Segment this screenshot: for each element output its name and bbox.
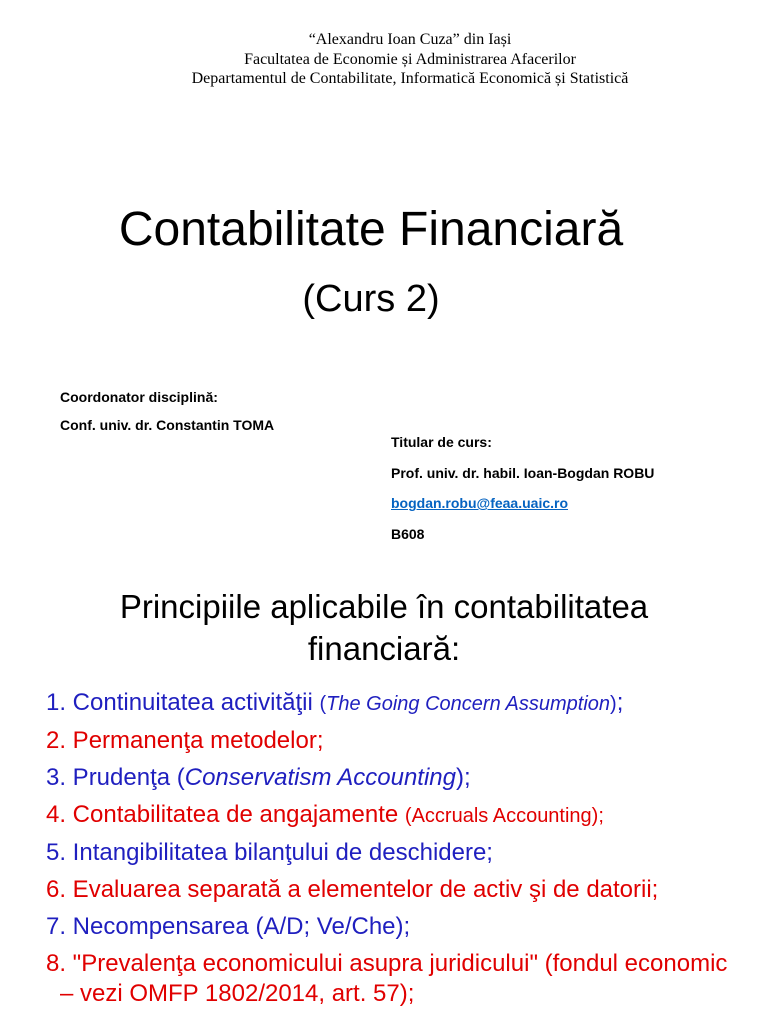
list-item-text: 6. Evaluarea separată a elementelor de activ şi de datorii; xyxy=(46,876,659,903)
list-item xyxy=(46,912,746,942)
list-item-note-italic: Conservatism Accounting xyxy=(184,764,456,791)
list-item-note: ( xyxy=(319,693,327,715)
list-item xyxy=(46,688,746,719)
titular-name: Prof. univ. dr. habil. Ioan-Bogdan ROBU xyxy=(391,464,655,481)
course-subtitle: (Curs 2) xyxy=(302,278,440,320)
list-item xyxy=(46,949,746,1009)
list-item xyxy=(46,875,746,905)
list-item-note-end: ) xyxy=(610,693,617,715)
list-item-text: 8. "Prevalenţa economicului asupra juridicului" (fondul economic – vezi OMFP 1802/2014, art. 57); xyxy=(46,950,728,1007)
list-item xyxy=(46,838,746,868)
principles-list xyxy=(46,688,746,1016)
list-item xyxy=(46,763,746,793)
university-name: “Alexandru Ioan Cuza” din Iași xyxy=(308,31,512,48)
room-number: B608 xyxy=(391,525,425,542)
list-item-text: 4. Contabilitatea de angajamente xyxy=(46,801,405,828)
list-item-end: ; xyxy=(616,689,624,716)
list-item-text: 2. Permanenţa metodelor; xyxy=(46,727,324,754)
email-link[interactable]: bogdan.robu@feaa.uaic.ro xyxy=(391,495,569,511)
faculty-name: Facultatea de Economie și Administrarea Afacerilor xyxy=(244,50,576,68)
department-name: Departamentul de Contabilitate, Informatică Economică și Statistică xyxy=(191,70,629,87)
coordinator-block xyxy=(60,383,274,439)
list-item xyxy=(46,800,746,831)
list-item-note: (Accruals Accounting); xyxy=(404,805,604,827)
titular-block xyxy=(391,427,654,549)
section-heading xyxy=(0,586,768,670)
list-item xyxy=(46,726,746,756)
section-heading-line1: Principiile aplicabile în contabilitatea xyxy=(119,588,649,625)
coordinator-name: Conf. univ. dr. Constantin TOMA xyxy=(60,417,275,433)
institution-header xyxy=(0,30,768,89)
list-item-text: 1. Continuitatea activităţii xyxy=(46,689,320,716)
list-item-text: 7. Necompensarea (A/D; Ve/Che); xyxy=(46,913,411,940)
list-item-end: ); xyxy=(455,764,471,791)
section-heading-line2: financiară: xyxy=(307,630,461,667)
titular-label: Titular de curs: xyxy=(391,434,492,450)
course-title: Contabilitate Financiară xyxy=(118,203,624,256)
list-item-note-italic: The Going Concern Assumption xyxy=(326,693,611,715)
list-item-text: 5. Intangibilitatea bilanţului de deschidere; xyxy=(46,839,493,866)
coordinator-label: Coordonator disciplină: xyxy=(60,389,218,405)
list-item-text: 3. Prudenţa ( xyxy=(46,764,185,791)
